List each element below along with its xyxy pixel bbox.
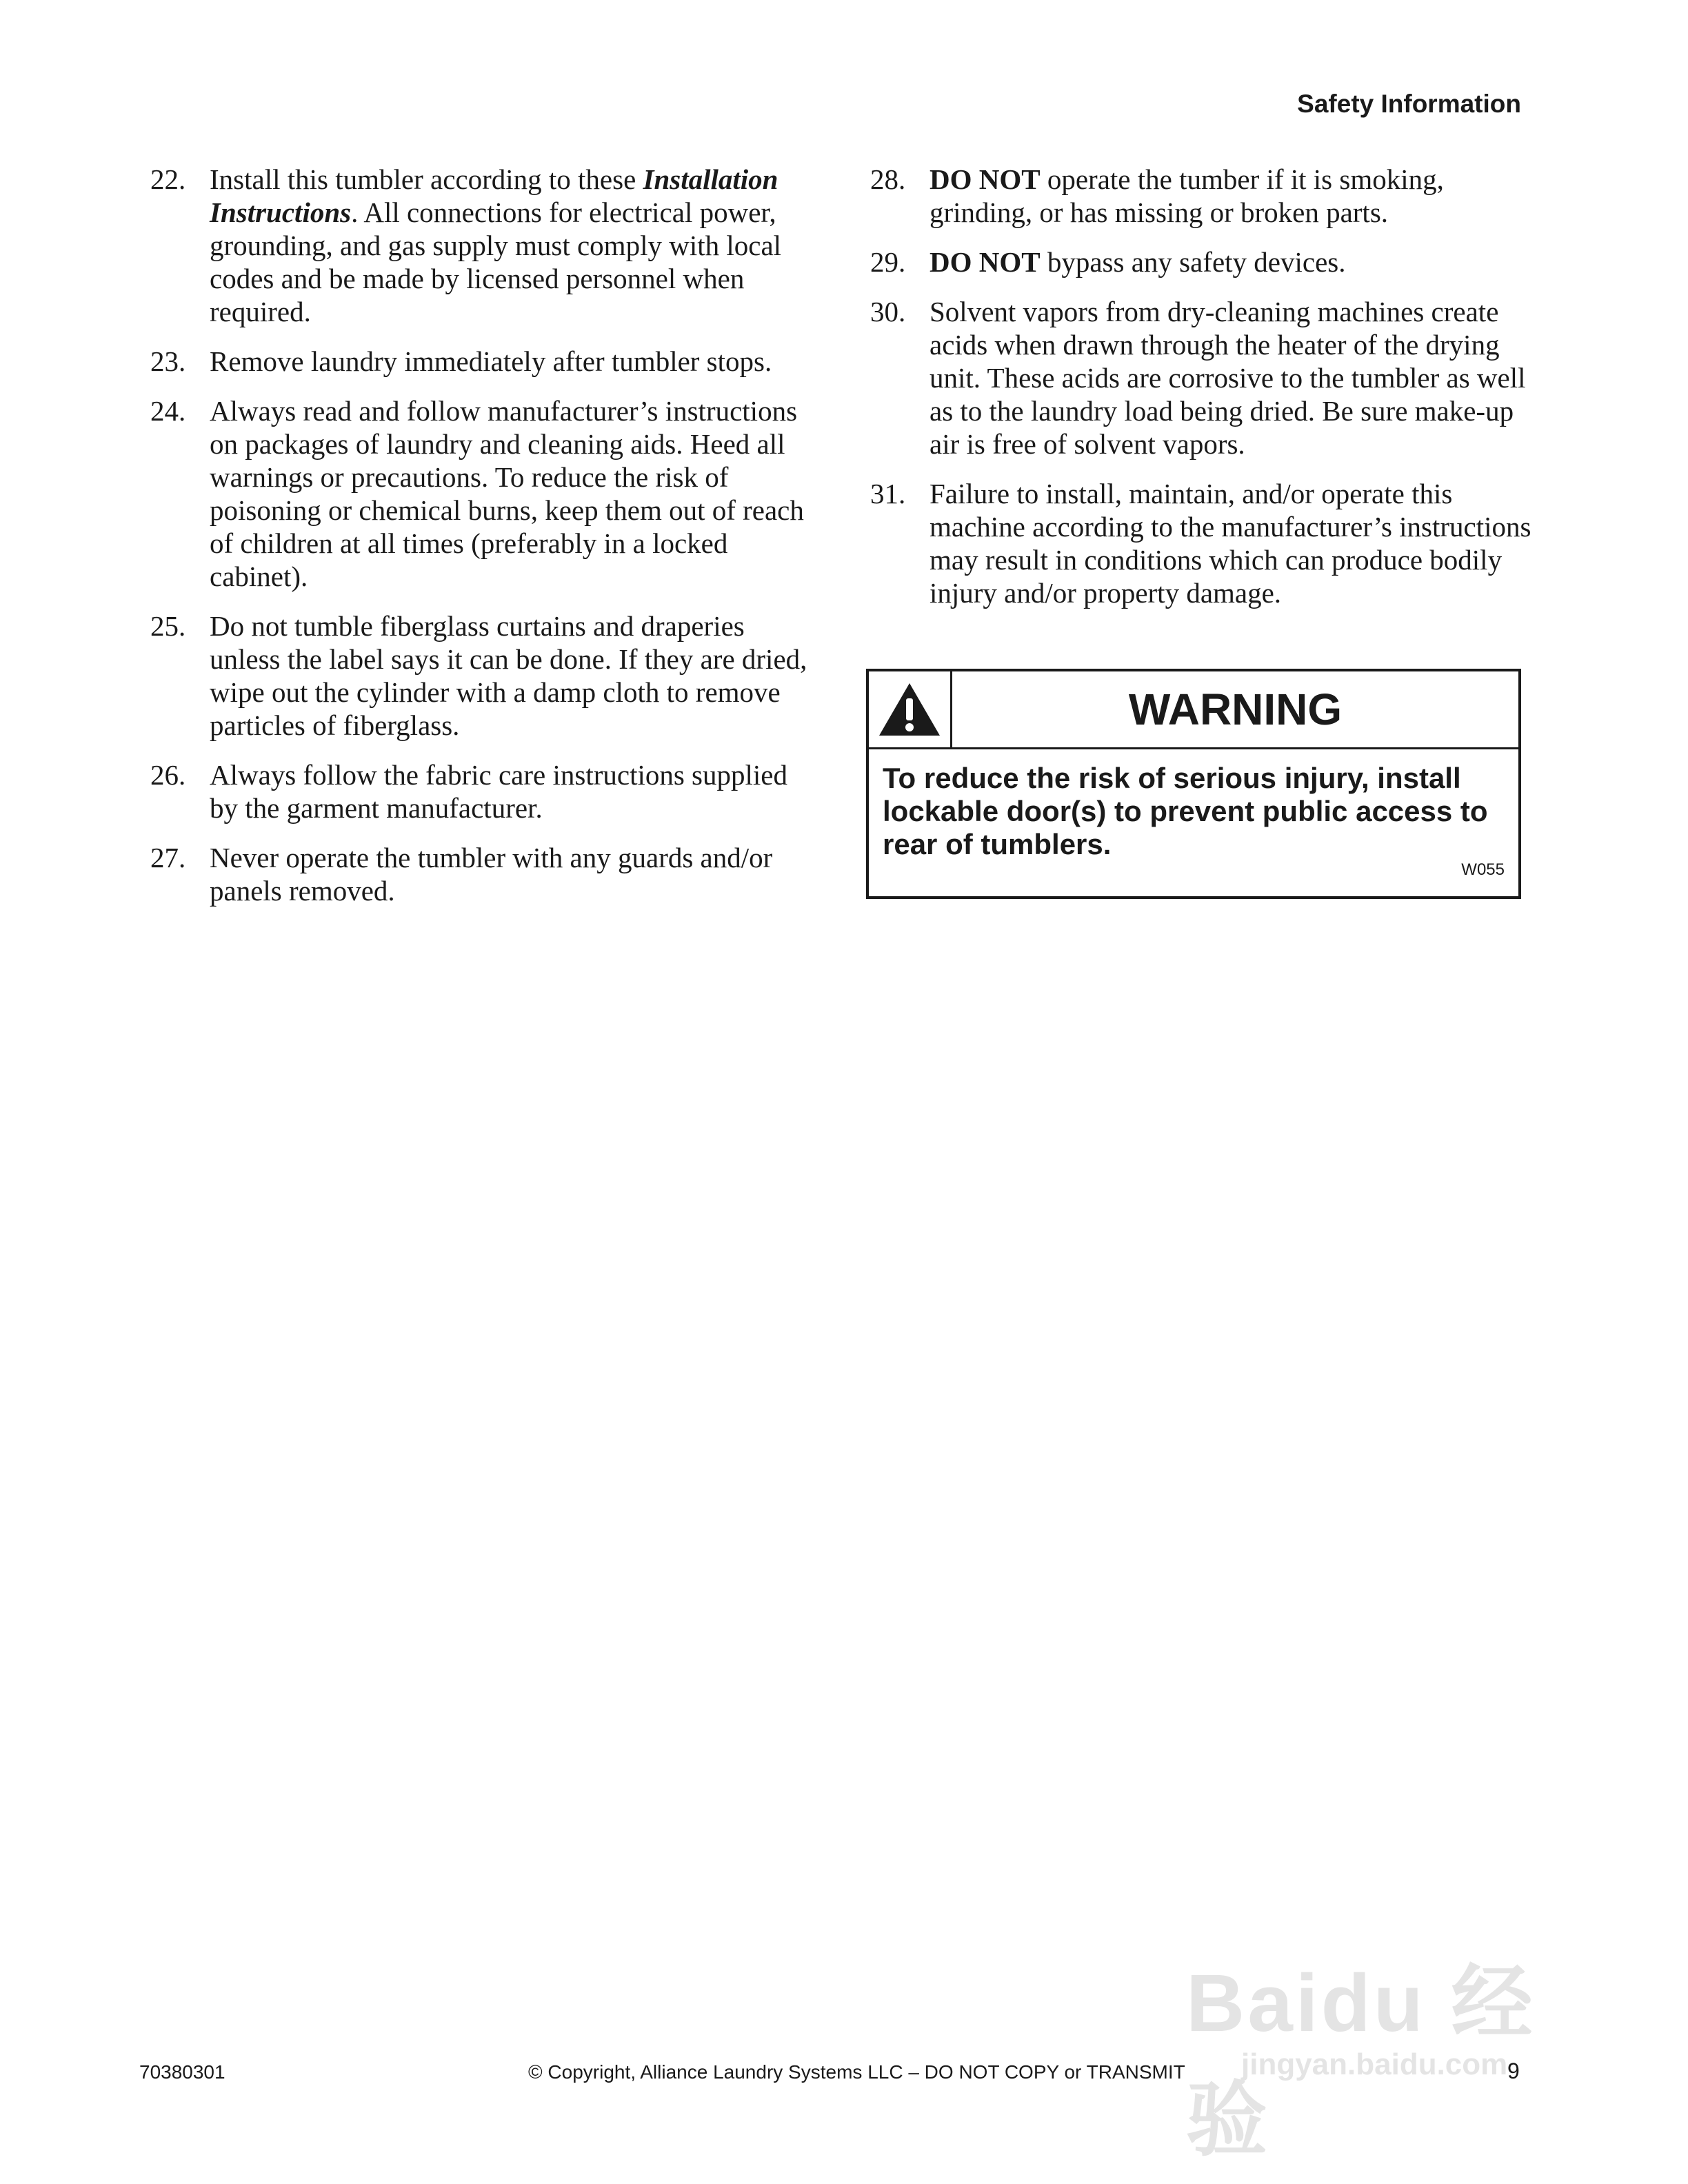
item-number: 28.	[870, 163, 906, 195]
watermark	[1186, 1910, 1572, 2166]
running-header: Safety Information	[1297, 90, 1521, 118]
item-number: 29.	[870, 246, 906, 278]
item-text: Do not tumble fiberglass curtains and draperies unless the label says it can be done. If they are dried, wipe out the cylinder with a damp cloth to remove particles of fiberglass.	[210, 610, 807, 741]
item-number: 26.	[150, 759, 186, 791]
list-item	[150, 841, 812, 907]
item-text: DO NOT operate the tumber if it is smoking, grinding, or has missing or broken parts.	[930, 163, 1444, 228]
watermark-logo: Baidu 经验	[1186, 1958, 1536, 2166]
item-text: Install this tumbler according to these Installation Instructions. All connections for electrical power, grounding, and gas supply must comply with local codes and be made by licensed personnel when required.	[210, 163, 782, 327]
do-not-emphasis: DO NOT	[930, 163, 1041, 195]
item-text: Never operate the tumbler with any guards and/or panels removed.	[210, 842, 773, 907]
item-number: 24.	[150, 395, 186, 427]
list-item	[150, 609, 812, 742]
warning-icon-cell	[869, 671, 952, 747]
do-not-emphasis: DO NOT	[930, 246, 1041, 278]
item-text: Solvent vapors from dry-cleaning machines create acids when drawn through the heater of the drying unit. These acids are corrosive to the tumbler as well as to the laundry load being dried. Be sure make-up air is free of solvent vapors.	[930, 296, 1526, 460]
list-item	[150, 758, 812, 825]
list-item	[150, 394, 812, 593]
item-text: DO NOT bypass any safety devices.	[930, 246, 1346, 278]
document-number: 70380301	[139, 2061, 225, 2083]
item-number: 31.	[870, 478, 906, 509]
item-text: Always read and follow manufacturer’s instructions on packages of laundry and cleaning aids. Heed all warnings or precautions. To reduce the risk of poisoning or chemical burns, keep them out of reach of children at all times (preferably in a locked cabinet).	[210, 395, 804, 592]
right-column	[870, 163, 1532, 626]
item-text: Remove laundry immediately after tumbler stops.	[210, 345, 772, 377]
copyright-notice: © Copyright, Alliance Laundry Systems LLC – DO NOT COPY or TRANSMIT	[528, 2061, 1185, 2083]
page-number: 9	[1507, 2059, 1520, 2083]
list-item	[150, 345, 812, 378]
left-column	[150, 163, 812, 924]
warning-header	[869, 671, 1518, 749]
item-number: 27.	[150, 842, 186, 873]
item-text: Always follow the fabric care instructions supplied by the garment manufacturer.	[210, 759, 787, 824]
list-item	[870, 163, 1532, 229]
item-number: 22.	[150, 163, 186, 195]
warning-box	[866, 669, 1521, 899]
item-number: 23.	[150, 345, 186, 377]
list-item	[150, 163, 812, 328]
watermark-url: jingyan.baidu.com	[1241, 2048, 1508, 2081]
warning-code: W055	[1461, 860, 1505, 879]
item-text: Failure to install, maintain, and/or operate this machine according to the manufacturer’s instructions may result in conditions which can produce bodily injury and/or property damage.	[930, 478, 1531, 609]
warning-title: WARNING	[1128, 685, 1343, 734]
item-number: 25.	[150, 610, 186, 642]
warning-text: To reduce the risk of serious injury, install lockable door(s) to prevent public access to rear of tumblers.	[883, 762, 1488, 860]
list-item	[870, 477, 1532, 609]
warning-triangle-icon	[878, 682, 941, 737]
list-item	[870, 245, 1532, 279]
installation-instructions-emphasis: Installation Instructions	[210, 163, 778, 228]
list-item	[870, 295, 1532, 461]
item-number: 30.	[870, 296, 906, 327]
